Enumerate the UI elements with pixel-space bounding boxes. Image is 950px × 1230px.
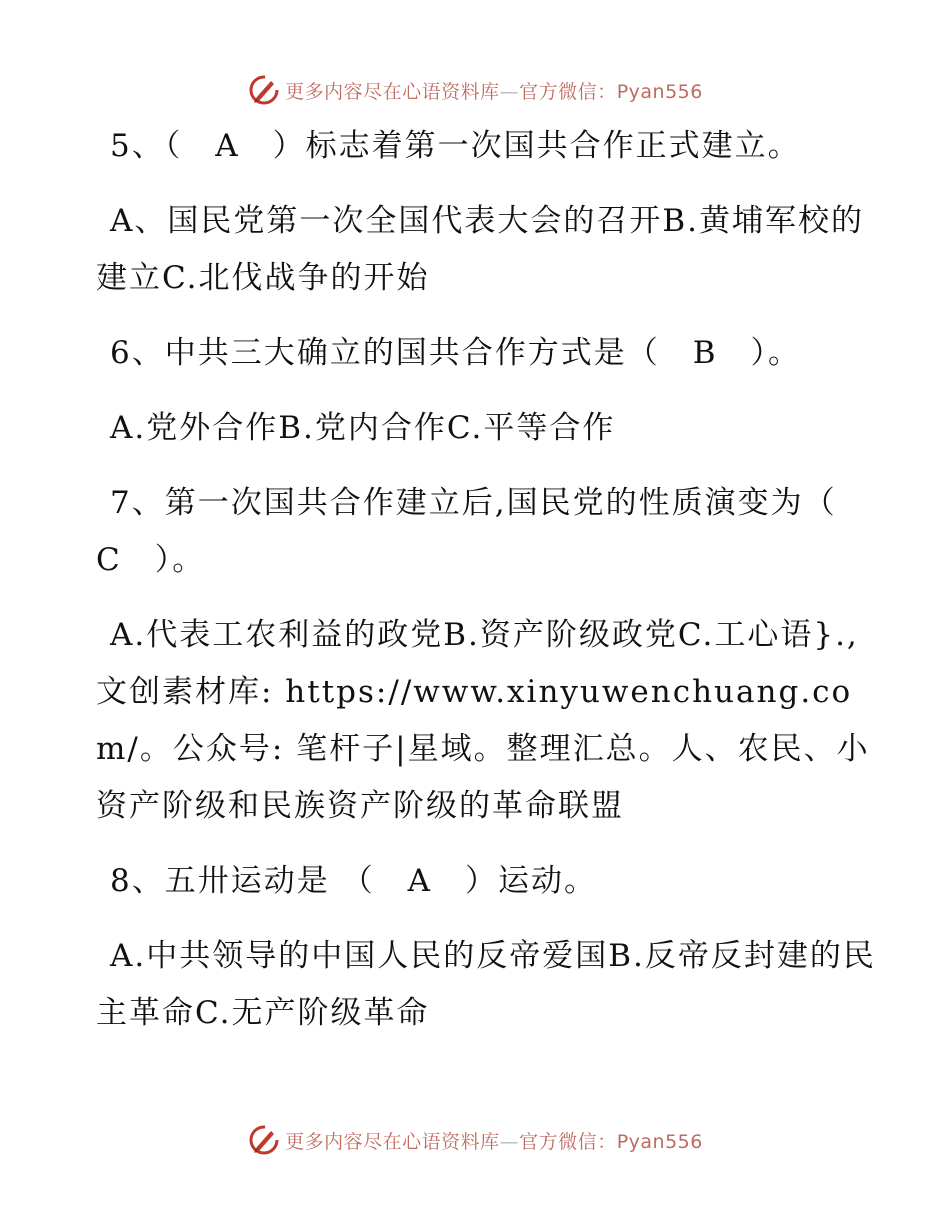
document-body	[96, 118, 876, 1060]
question-8-options: A.中共领导的中国人民的反帝爱国B.反帝反封建的民主革命C.无产阶级革命	[96, 938, 876, 1031]
question-7-stem: 7、第一次国共合作建立后,国民党的性质演变为（ C ）。	[96, 485, 870, 578]
pen-logo-icon	[247, 1123, 281, 1157]
header-banner-text: 更多内容尽在心语资料库—官方微信：Pyan556	[285, 80, 703, 103]
question-8-stem: 8、五卅运动是 （ A ）运动。	[110, 863, 597, 899]
question-6-options: A.党外合作B.党内合作C.平等合作	[110, 410, 616, 446]
footer-banner-text: 更多内容尽在心语资料库—官方微信：Pyan556	[285, 1130, 703, 1153]
header-banner	[0, 70, 950, 110]
pen-logo-icon	[247, 73, 281, 107]
question-5-options: A、国民党第一次全国代表大会的召开B.黄埔军校的建立C.北伐战争的开始	[96, 203, 865, 296]
question-7-options: A.代表工农利益的政党B.资产阶级政党C.工心语}.,文创素材库: https://www.xinyuwenchuang.com/。公众号: 笔杆子|星域。整理汇总。人、农民、小资产阶级和民族资产阶级的革命联盟	[96, 617, 870, 824]
footer-banner	[0, 1120, 950, 1160]
question-6-stem: 6、中共三大确立的国共合作方式是（ B ）。	[110, 335, 802, 371]
question-5-stem: 5、（ A ）标志着第一次国共合作正式建立。	[110, 128, 801, 164]
